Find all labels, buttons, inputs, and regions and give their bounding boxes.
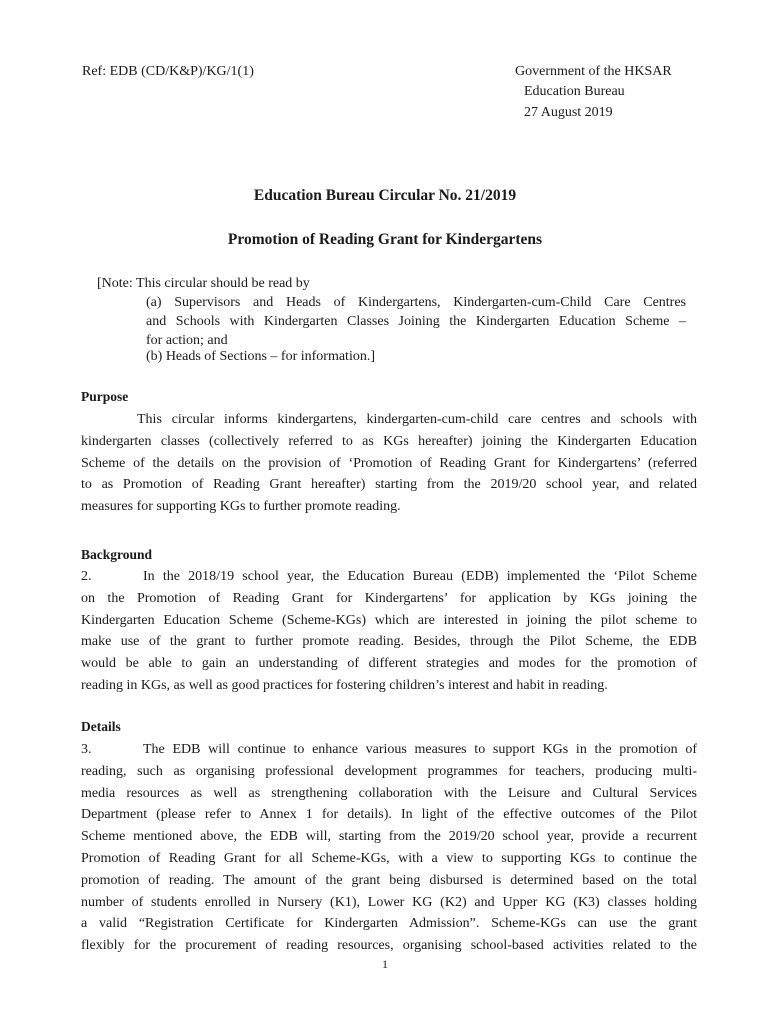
paragraph-line: kindergarten classes (collectively referred to as KGs hereafter) joining the Kindergarten Education (81, 433, 697, 449)
paragraph-line: The EDB will continue to enhance various measures to support KGs in the promotion of (143, 742, 697, 757)
note-intro: [Note: This circular should be read by (97, 276, 310, 291)
paragraph-line: on the Promotion of Reading Grant for Kindergartens’ for application by KGs joining the (81, 590, 697, 606)
paragraph-line: number of students enrolled in Nursery (K1), Lower KG (K2) and Upper KG (K3) classes holding (81, 894, 697, 910)
paragraph-number: 2. (81, 569, 92, 584)
paragraph-line: to as Promotion of Reading Grant hereafter) starting from the 2019/20 school year, and related (81, 477, 697, 493)
paragraph-line: would be able to gain an understanding of different strategies and modes for the promotion of (81, 656, 697, 672)
note-item-a-line: and Schools with Kindergarten Classes Joining the Kindergarten Education Scheme – (146, 314, 686, 329)
issue-date: 27 August 2019 (524, 105, 613, 120)
paragraph-line: Department (please refer to Annex 1 for details). In light of the effective outcomes of the Pilot (81, 807, 697, 823)
note-item-a-line: (a) Supervisors and Heads of Kindergartens, Kindergarten-cum-Child Care Centres (146, 295, 686, 310)
page-number: 1 (382, 957, 388, 971)
paragraph-line: a valid “Registration Certificate for Kindergarten Admission”. Scheme-KGs can use the grant (81, 916, 697, 932)
paragraph-line: Promotion of Reading Grant for all Scheme-KGs, with a view to supporting KGs to continue the (81, 850, 697, 866)
note-item-b: (b) Heads of Sections – for information.] (146, 349, 375, 364)
purpose-heading: Purpose (81, 389, 129, 404)
paragraph-line: Kindergarten Education Scheme (Scheme-KGs) which are interested in joining the pilot scheme to (81, 612, 697, 628)
paragraph-number: 3. (81, 742, 92, 757)
reference-number: Ref: EDB (CD/K&P)/KG/1(1) (82, 64, 254, 79)
note-item-a-line: for action; and (146, 333, 228, 348)
paragraph-line: In the 2018/19 school year, the Education Bureau (EDB) implemented the ‘Pilot Scheme (143, 569, 697, 584)
paragraph-line: Scheme of the details on the provision of ‘Promotion of Reading Grant for Kindergartens’ (referred (81, 455, 697, 471)
paragraph-line: make use of the grant to further promote reading. Besides, through the Pilot Scheme, the EDB (81, 634, 697, 650)
paragraph-first-line (81, 739, 697, 761)
paragraph-line: flexibly for the procurement of reading resources, organising school-based activities related to the (81, 938, 697, 954)
details-paragraph (81, 739, 697, 957)
paragraph-line: media resources as well as strengthening collaboration with the Leisure and Cultural Services (81, 785, 697, 801)
background-heading: Background (81, 547, 153, 562)
circular-title: Education Bureau Circular No. 21/2019 (253, 187, 517, 204)
paragraph-line: promotion of reading. The amount of the grant being disbursed is determined based on the total (81, 872, 697, 888)
purpose-paragraph (81, 409, 697, 518)
paragraph-line: Scheme mentioned above, the EDB will, starting from the 2019/20 school year, provide a recurrent (81, 829, 697, 845)
subject-title: Promotion of Reading Grant for Kindergartens (227, 231, 543, 248)
paragraph-line: This circular informs kindergartens, kindergarten-cum-child care centres and schools with (137, 412, 697, 427)
paragraph-line: reading in KGs, as well as good practices for fostering children’s interest and habit in reading. (81, 677, 608, 693)
paragraph-line: reading, such as organising professional development programmes for teachers, producing multi- (81, 763, 697, 779)
issuer-government: Government of the HKSAR (515, 64, 672, 79)
note-item-a (146, 293, 686, 350)
details-heading: Details (81, 719, 121, 734)
background-paragraph (81, 566, 697, 697)
paragraph-first-line (81, 566, 697, 588)
issuer-bureau: Education Bureau (524, 84, 625, 99)
paragraph-line: measures for supporting KGs to further promote reading. (81, 499, 401, 515)
